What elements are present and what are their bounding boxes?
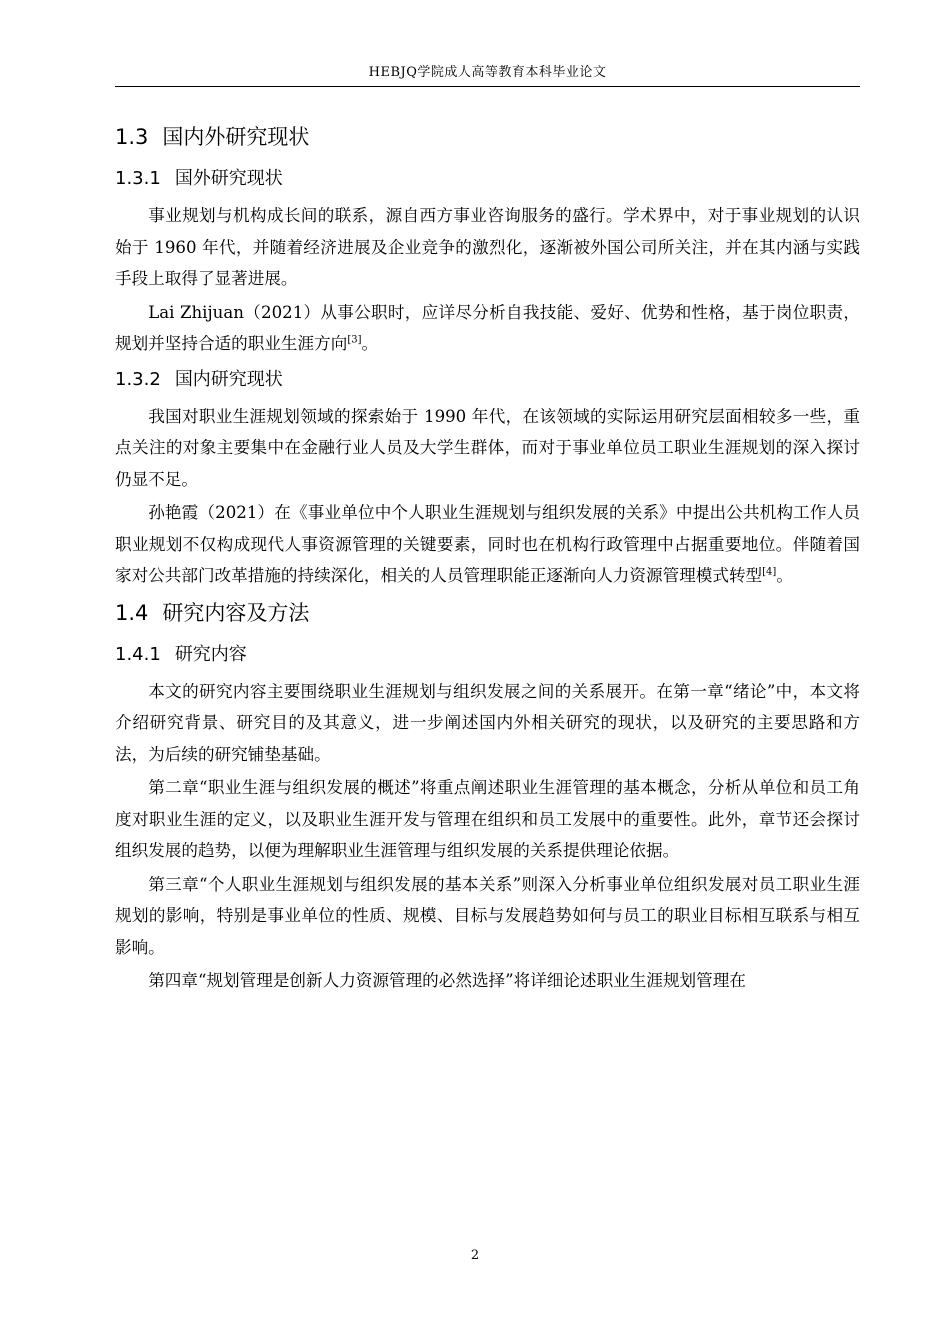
heading-number: 1.3.1 (115, 168, 161, 189)
citation-ref: [4] (762, 566, 777, 578)
heading-text: 国内外研究现状 (162, 125, 310, 149)
citation-ref: [3] (347, 334, 362, 346)
heading-text: 国外研究现状 (174, 168, 283, 189)
heading-text: 研究内容 (174, 643, 247, 665)
heading-1-3-1 (115, 165, 860, 193)
heading-1-3-2 (115, 366, 860, 394)
heading-1-4 (115, 598, 860, 628)
page-body (115, 116, 860, 999)
paragraph: 事业规划与机构成长间的联系，源自西方事业咨询服务的盛行。学术界中，对于事业规划的认识始于 1960 年代，并随着经济进展及企业竞争的激烈化，逐渐被外国公司所关注，并在其内涵与实践手段上取得了显著进展。 (115, 206, 860, 288)
paragraph-text: Lai Zhijuan（2021）从事公职时，应详尽分析自我技能、爱好、优势和性格，基于岗位职责，规划并坚持合适的职业生涯方向 (115, 302, 860, 353)
heading-1-3 (115, 122, 860, 152)
paragraph-end: 。 (776, 566, 793, 585)
paragraph-text: 孙艳霞（2021）在《事业单位中个人职业生涯规划与组织发展的关系》中提出公共机构工作人员职业规划不仅构成现代人事资源管理的关键要素，同时也在机构行政管理中占据重要地位。伴随着国家对公共部门改革措施的持续深化，相关的人员管理职能正逐渐向人力资源管理模式转型 (115, 503, 860, 585)
running-header: HEBJQ学院成人高等教育本科毕业论文 (368, 65, 607, 80)
heading-text: 研究内容及方法 (162, 600, 310, 625)
paragraph: 第三章“个人职业生涯规划与组织发展的基本关系”则深入分析事业单位组织发展对员工职业生涯规划的影响，特别是事业单位的性质、规模、目标与发展趋势如何与员工的职业目标相互联系与相互影响。 (115, 874, 860, 957)
heading-number: 1.4.1 (115, 643, 161, 665)
paragraph: 第四章“规划管理是创新人力资源管理的必然选择”将详细论述职业生涯规划管理在 (148, 971, 746, 990)
heading-number: 1.4 (115, 600, 149, 625)
heading-text: 国内研究现状 (174, 368, 283, 390)
paragraph-end: 。 (361, 334, 379, 353)
header-rule (115, 86, 860, 87)
paragraph (115, 497, 860, 592)
paragraph: 我国对职业生涯规划领域的探索始于 1990 年代，在该领域的实际运用研究层面相较多一些，重点关注的对象主要集中在金融行业人员及大学生群体，而对于事业单位员工职业生涯规划的深入探讨仍显不足。 (115, 406, 860, 489)
paragraph: 第二章“职业生涯与组织发展的概述”将重点阐述职业生涯管理的基本概念，分析从单位和员工角度对职业生涯的定义，以及职业生涯开发与管理在组织和员工发展中的重要性。此外，章节还会探讨组织发展的趋势，以便为理解职业生涯管理与组织发展的关系提供理论依据。 (115, 778, 860, 860)
heading-number: 1.3 (115, 125, 149, 149)
heading-1-4-1 (115, 641, 860, 669)
heading-number: 1.3.2 (115, 368, 161, 390)
page-number: 2 (470, 1248, 480, 1263)
paragraph (115, 297, 860, 360)
paragraph: 本文的研究内容主要围绕职业生涯规划与组织发展之间的关系展开。在第一章“绪论”中，本文将介绍研究背景、研究目的及其意义，进一步阐述国内外相关研究的现状，以及研究的主要思路和方法，为后续的研究铺垫基础。 (115, 681, 860, 764)
